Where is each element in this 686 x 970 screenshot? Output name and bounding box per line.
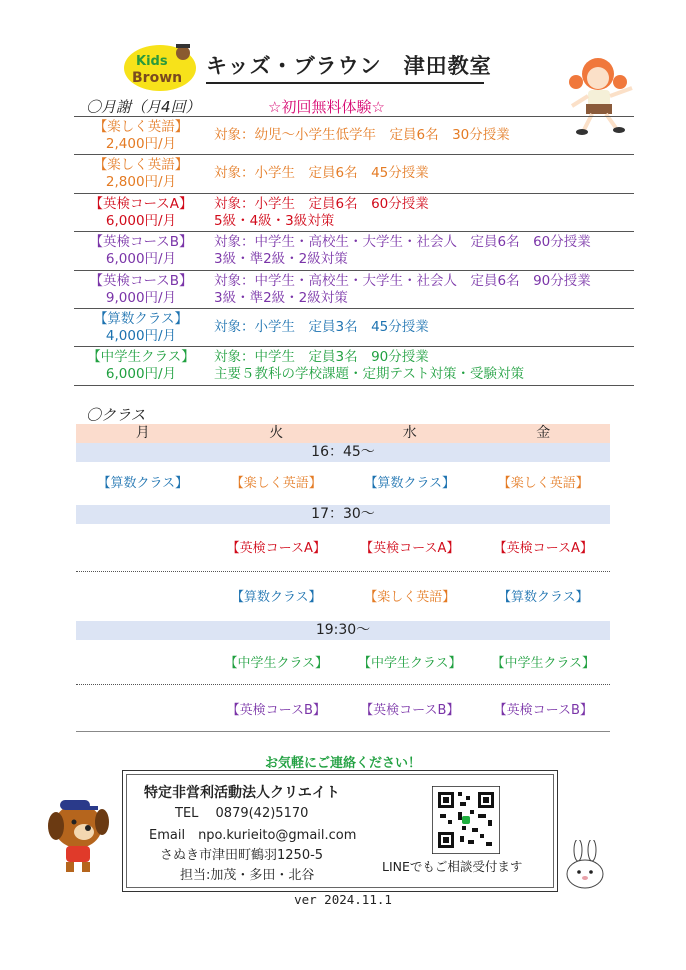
- course-price: 6,000円/月: [105, 366, 177, 383]
- email-address[interactable]: Email npo.kurieito@gmail.com: [149, 828, 357, 843]
- fee-row: [74, 347, 634, 385]
- slot-cell: [76, 652, 210, 684]
- line-note: LINEでもご相談受付ます: [382, 859, 523, 874]
- dog-illustration: [44, 792, 114, 876]
- course-detail: 対象：幼児～小学生低学年 定員6名 30分授業: [214, 127, 510, 143]
- slot-cell: 【英検コースA】: [226, 541, 326, 556]
- time-1730: 17：30～: [76, 505, 610, 524]
- slot-cell: [76, 586, 210, 621]
- course-detail-2: 5級・4級・3級対策: [214, 212, 335, 229]
- slot-cell: 【算数クラス】: [364, 476, 456, 491]
- course-name: 【英検コースB】: [89, 234, 193, 251]
- course-detail: 対象：中学生 定員3名 90分授業: [214, 349, 429, 366]
- slot-cell: 【中学生クラス】: [224, 656, 329, 671]
- course-name: 【中学生クラス】: [87, 349, 195, 366]
- slot-cell: 【算数クラス】: [97, 476, 189, 491]
- kids-brown-logo: [122, 42, 198, 92]
- day-fri: 金: [536, 425, 551, 441]
- logo-text-kids: Kids: [136, 54, 168, 69]
- fee-row: [74, 271, 634, 309]
- slot-cell: 【英検コースB】: [360, 703, 460, 718]
- slot-cell: 【楽しく英語】: [364, 590, 456, 605]
- slot-row: [76, 524, 610, 572]
- line-qr-code[interactable]: [432, 786, 500, 854]
- logo-text-brown: Brown: [132, 70, 183, 86]
- rabbit-illustration: [560, 840, 612, 890]
- course-detail: 対象：小学生 定員6名 45分授業: [214, 165, 429, 182]
- contact-cta: お気軽にご連絡ください！: [264, 756, 421, 771]
- fee-row: [74, 194, 634, 232]
- slot-cell: 【楽しく英語】: [230, 476, 322, 491]
- slot-cell: 【英検コースA】: [360, 541, 460, 556]
- slot-cell: [76, 537, 210, 571]
- day-wed: 水: [402, 425, 417, 441]
- phone-number[interactable]: TEL 0879(42)5170: [175, 806, 309, 821]
- free-trial-banner: ☆初回無料体験☆: [268, 98, 385, 116]
- course-name: 【楽しく英語】: [93, 157, 189, 174]
- slot-cell: [76, 699, 210, 731]
- staff-names: 担当:加茂・多田・北谷: [180, 868, 315, 883]
- course-detail-2: 主要５教科の学校課題・定期テスト対策・受験対策: [214, 366, 524, 383]
- fee-row: [74, 309, 634, 347]
- address: さぬき市津田町鶴羽1250-5: [160, 848, 324, 863]
- day-header: [76, 424, 610, 443]
- slot-cell: 【英検コースA】: [493, 541, 593, 556]
- fee-row: [74, 155, 634, 193]
- course-name: 【英検コースB】: [89, 272, 193, 289]
- slot-cell: 【算数クラス】: [497, 590, 589, 605]
- course-detail-2: 3級・準2級・2級対策: [214, 251, 348, 268]
- class-schedule: [76, 424, 610, 732]
- slot-cell: 【英検コースB】: [226, 703, 326, 718]
- day-tue: 火: [269, 425, 284, 441]
- page-title: キッズ・ブラウン 津田教室: [206, 50, 484, 84]
- course-price: 2,400円/月: [105, 136, 177, 152]
- course-name: 【楽しく英語】: [93, 119, 189, 135]
- time-1930: 19:30～: [76, 621, 610, 640]
- slot-row: [76, 572, 610, 621]
- slot-row: [76, 685, 610, 732]
- slot-cell: 【中学生クラス】: [357, 656, 462, 671]
- course-detail: 対象：中学生・高校生・大学生・社会人 定員6名 90分授業: [214, 272, 591, 289]
- slot-cell: 【英検コースB】: [493, 703, 593, 718]
- slot-cell: 【楽しく英語】: [497, 476, 589, 491]
- course-price: 9,000円/月: [105, 289, 177, 306]
- course-name: 【算数クラス】: [93, 310, 189, 327]
- slot-row: [76, 462, 610, 505]
- course-detail-2: 3級・準2級・2級対策: [214, 289, 348, 306]
- time-1645: 16：45～: [76, 443, 610, 462]
- course-detail: 対象：中学生・高校生・大学生・社会人 定員6名 60分授業: [214, 234, 591, 251]
- org-name: 特定非営利活動法人クリエイト: [144, 785, 340, 801]
- class-heading: 〇クラス: [86, 406, 146, 424]
- course-price: 6,000円/月: [105, 251, 177, 268]
- fee-row: [74, 117, 634, 155]
- day-mon: 月: [135, 425, 150, 441]
- course-price: 4,000円/月: [105, 327, 177, 344]
- version-label: ver 2024.11.1: [294, 892, 392, 907]
- course-price: 6,000円/月: [105, 212, 177, 229]
- course-detail: 対象：小学生 定員3名 45分授業: [214, 318, 429, 335]
- fee-table: [74, 117, 634, 386]
- fee-row: [74, 232, 634, 270]
- course-price: 2,800円/月: [105, 174, 177, 191]
- course-detail: 対象：小学生 定員6名 60分授業: [214, 195, 429, 212]
- fees-heading: 〇月謝（月4回）: [86, 98, 201, 116]
- slot-cell: 【中学生クラス】: [491, 656, 596, 671]
- slot-cell: 【算数クラス】: [230, 590, 322, 605]
- slot-row: [76, 640, 610, 685]
- course-name: 【英検コースA】: [89, 195, 193, 212]
